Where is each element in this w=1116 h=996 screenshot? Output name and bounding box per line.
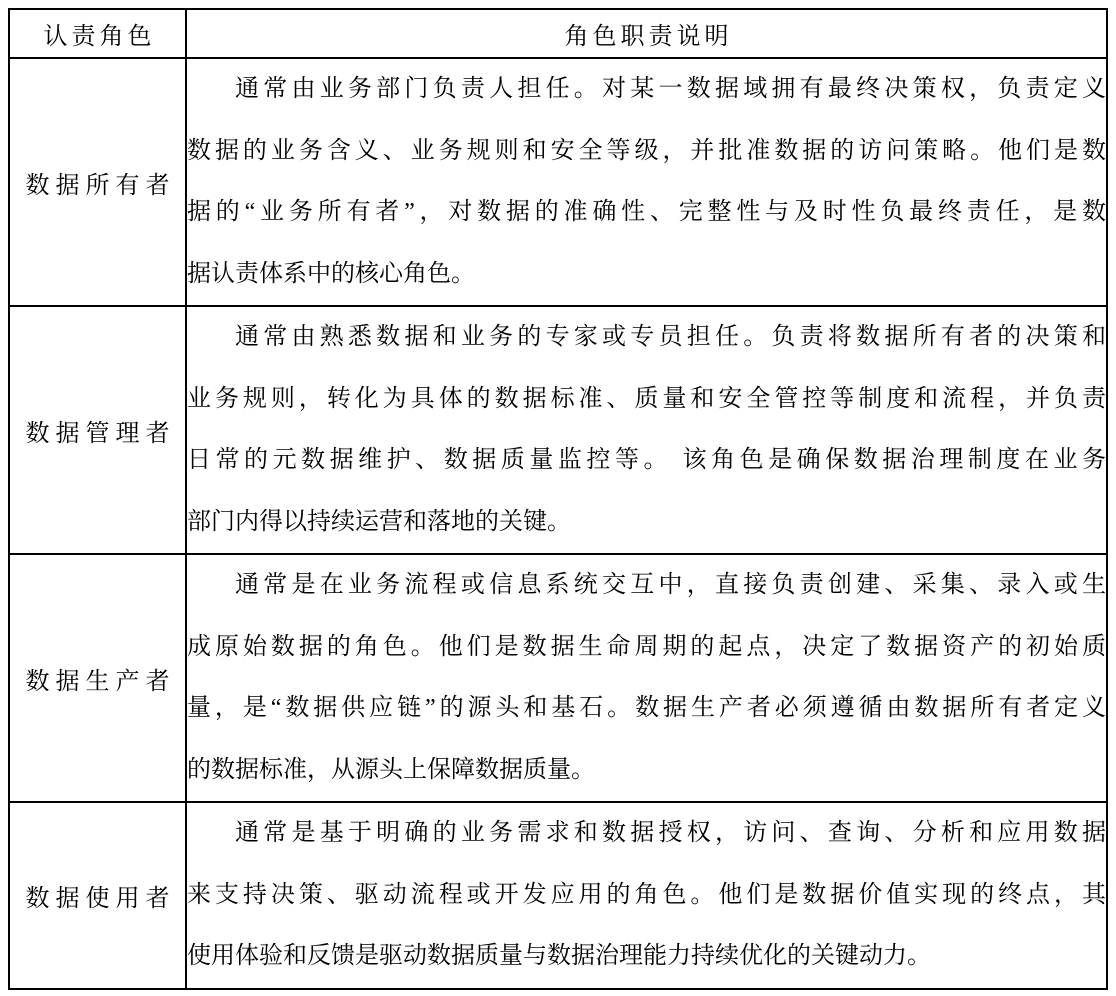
- table-row: [9, 58, 1107, 306]
- header-cell-description: 角色职责说明: [186, 9, 1107, 58]
- description-line: 使用体验和反馈是驱动数据质量与数据治理能力持续优化的关键动力。: [187, 943, 931, 969]
- role-description-cell: [186, 554, 1107, 802]
- description-line: 通常由熟悉数据和业务的专家或专员担任。负责将数据所有者的决策和: [235, 324, 1106, 350]
- description-line: 数据的业务含义、业务规则和安全等级，并批准数据的访问策略。他们是数: [187, 137, 1106, 164]
- description-line: 通常由业务部门负责人担任。对某一数据域拥有最终决策权，负责定义: [235, 76, 1106, 102]
- description-line: 日常的元数据维护、数据质量监控等。 该角色是确保数据治理制度在业务: [187, 447, 1106, 473]
- role-description-cell: [186, 306, 1107, 554]
- roles-table: [8, 8, 1108, 990]
- description-line: 通常是基于明确的业务需求和数据授权，访问、查询、分析和应用数据: [235, 820, 1106, 846]
- table-row: [9, 802, 1107, 989]
- role-name-cell: 数据使用者: [9, 802, 186, 989]
- table-body: [9, 58, 1107, 989]
- role-name-cell: 数据生产者: [9, 554, 186, 802]
- description-line: 来支持决策、驱动流程或开发应用的角色。他们是数据价值实现的终点，其: [187, 881, 1106, 908]
- table-row: [9, 306, 1107, 554]
- description-line: 量，是“数据供应链”的源头和基石。数据生产者必须遵循由数据所有者定义: [187, 695, 1106, 721]
- role-description-cell: [186, 802, 1107, 989]
- description-line: 成原始数据的角色。他们是数据生命周期的起点，决定了数据资产的初始质: [187, 633, 1106, 660]
- description-line: 通常是在业务流程或信息系统交互中，直接负责创建、采集、录入或生: [235, 572, 1106, 598]
- description-line: 部门内得以持续运营和落地的关键。: [187, 508, 571, 535]
- role-name-cell: 数据管理者: [9, 306, 186, 554]
- role-description-cell: [186, 58, 1107, 306]
- header-cell-role: 认责角色: [9, 9, 186, 58]
- header-row: [9, 9, 1107, 58]
- description-line: 据认责体系中的核心角色。: [187, 260, 475, 287]
- description-line: 据的“业务所有者”，对数据的准确性、完整性与及时性负最终责任，是数: [187, 199, 1106, 225]
- description-line: 的数据标准，从源头上保障数据质量。: [187, 756, 595, 783]
- role-name-cell: 数据所有者: [9, 58, 186, 306]
- table-row: [9, 554, 1107, 802]
- description-line: 业务规则，转化为具体的数据标准、质量和安全管控等制度和流程，并负责: [187, 385, 1106, 412]
